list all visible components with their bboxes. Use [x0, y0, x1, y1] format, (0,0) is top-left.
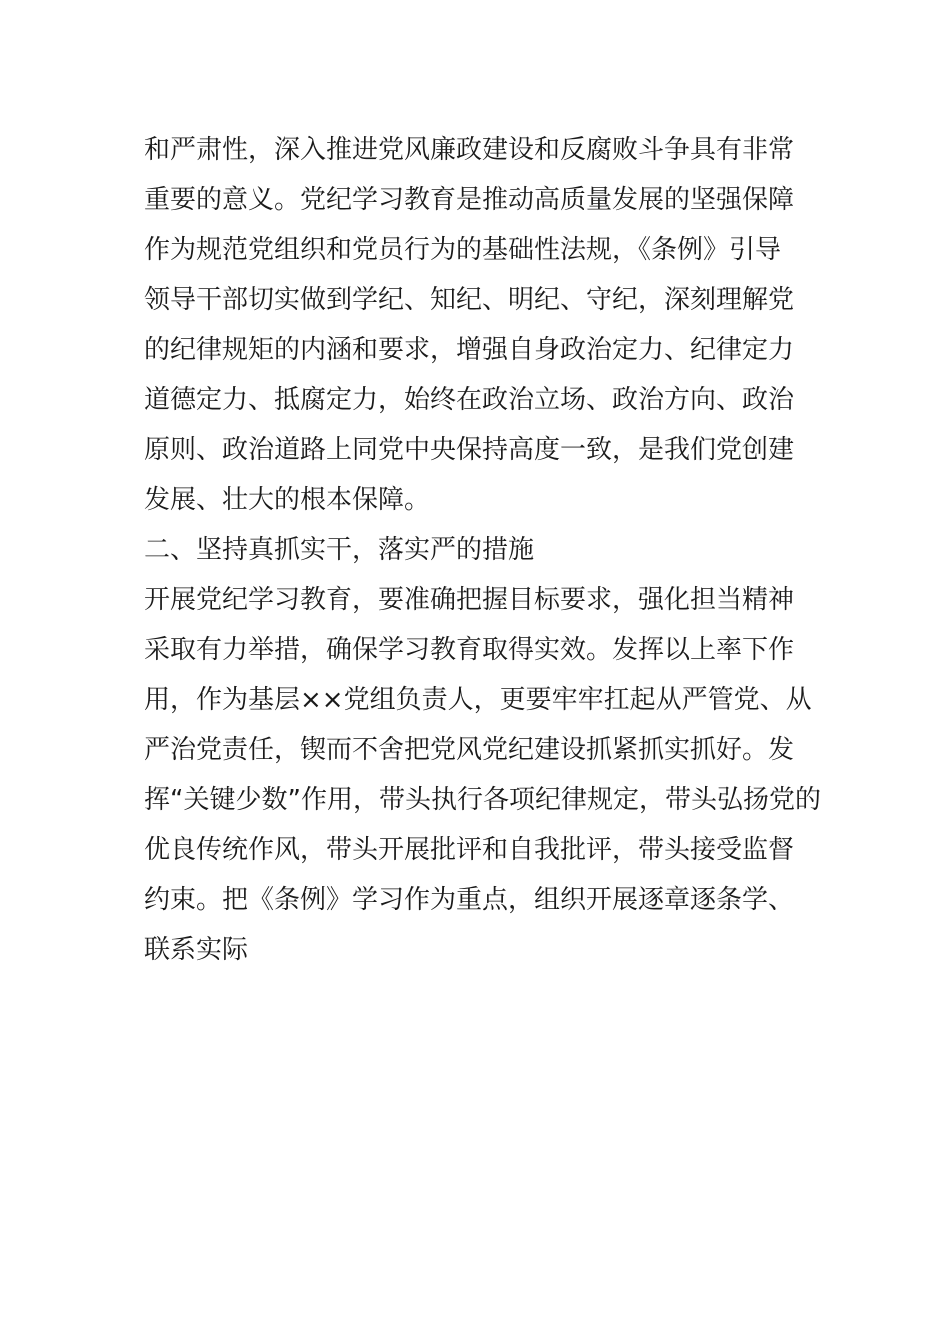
text-line: 重要的意义。党纪学习教育是推动高质量发展的坚强保障 [144, 185, 795, 215]
text-line: 采取有力举措，确保学习教育取得实效。发挥以上率下作 [144, 635, 795, 665]
text-line: 用，作为基层××党组负责人，更要牢牢扛起从严管党、从 [144, 685, 812, 715]
text-line: 和严肃性，深入推进党风廉政建设和反腐败斗争具有非常 [144, 135, 795, 165]
text-line: 的纪律规矩的内涵和要求，增强自身政治定力、纪律定力 [144, 335, 795, 365]
text-line: 开展党纪学习教育，要准确把握目标要求，强化担当精神 [144, 585, 795, 615]
text-line: 道德定力、抵腐定力，始终在政治立场、政治方向、政治 [144, 385, 795, 415]
text-line: 约束。把《条例》学习作为重点，组织开展逐章逐条学、 [144, 885, 795, 915]
section-heading: 二、坚持真抓实干，落实严的措施 [144, 535, 535, 565]
body-text [144, 125, 824, 975]
text-line: 发展、壮大的根本保障。 [144, 485, 431, 515]
text-line: 优良传统作风，带头开展批评和自我批评，带头接受监督 [144, 835, 795, 865]
text-line: 严治党责任，锲而不舍把党风党纪建设抓紧抓实抓好。发 [144, 735, 795, 765]
text-line: 联系实际 [144, 935, 249, 965]
text-line: 作为规范党组织和党员行为的基础性法规，《条例》引导 [144, 235, 782, 265]
text-line: 领导干部切实做到学纪、知纪、明纪、守纪，深刻理解党 [144, 285, 795, 315]
text-line: 挥“关键少数”作用，带头执行各项纪律规定，带头弘扬党的 [144, 785, 821, 815]
text-line: 原则、政治道路上同党中央保持高度一致，是我们党创建 [144, 435, 795, 465]
